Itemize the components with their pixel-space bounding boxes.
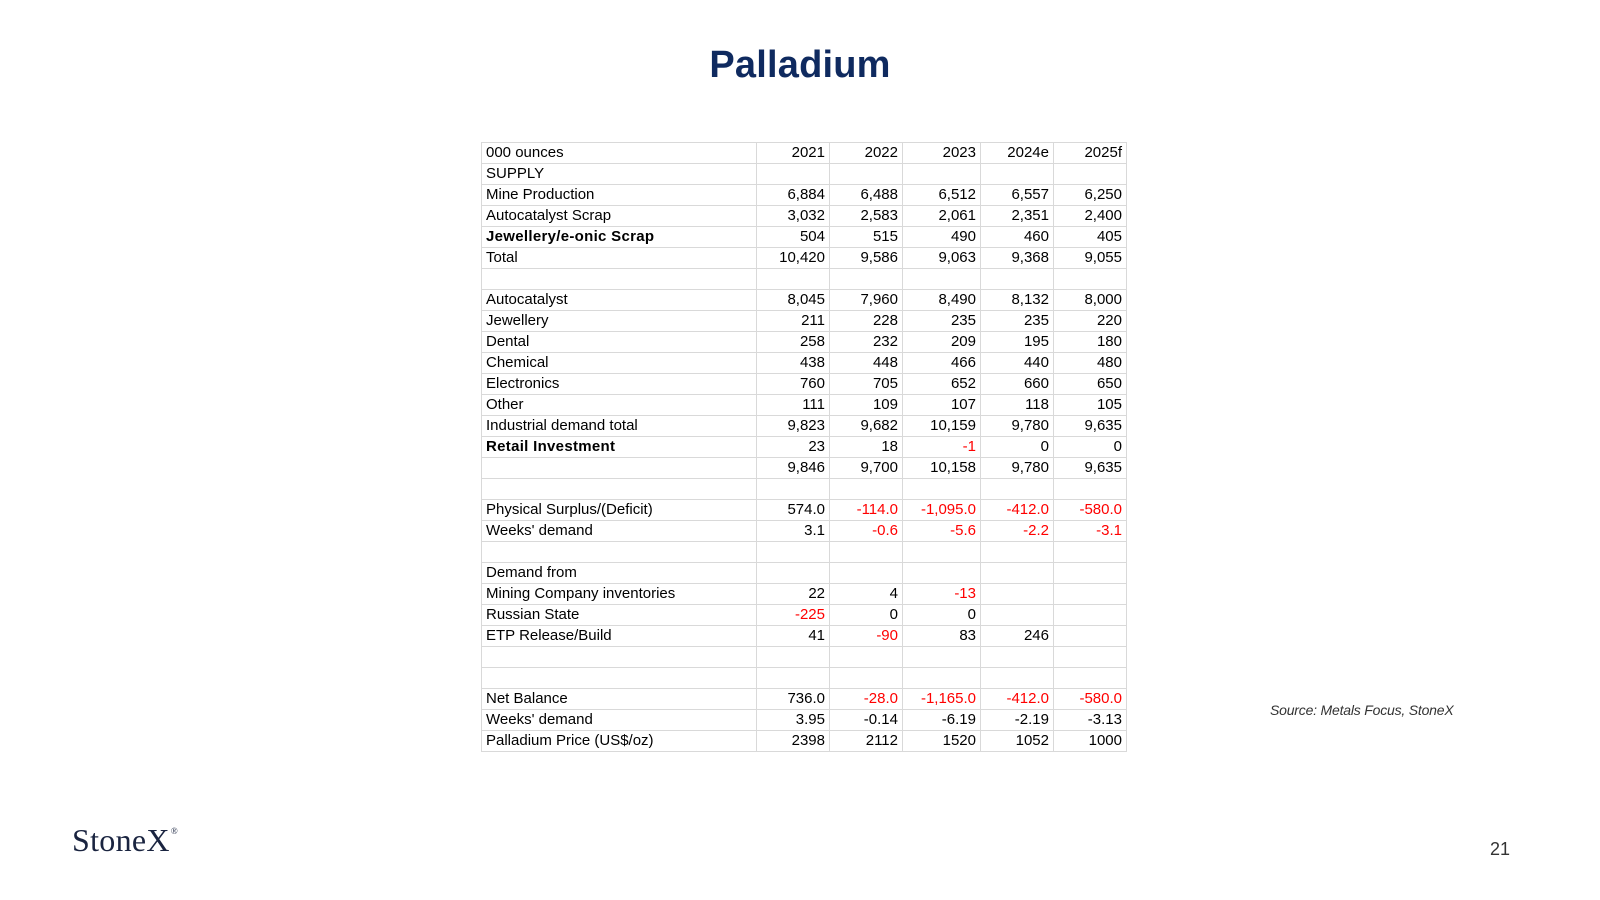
year-header-cell: 2022 (830, 143, 903, 164)
logo-text: StoneX (72, 822, 170, 858)
row-label (482, 542, 757, 563)
value-cell: 2,583 (830, 206, 903, 227)
row-label: Retail Investment (482, 437, 757, 458)
value-cell: 9,635 (1054, 458, 1127, 479)
value-cell: -0.14 (830, 710, 903, 731)
value-cell: 235 (981, 311, 1054, 332)
value-cell (1054, 164, 1127, 185)
table-row (482, 395, 1127, 416)
value-cell: 9,055 (1054, 248, 1127, 269)
value-cell: 660 (981, 374, 1054, 395)
value-cell: 228 (830, 311, 903, 332)
value-cell (981, 668, 1054, 689)
value-cell: 6,488 (830, 185, 903, 206)
value-cell: -1,095.0 (903, 500, 981, 521)
value-cell: 10,420 (757, 248, 830, 269)
value-cell: 2,400 (1054, 206, 1127, 227)
value-cell: 405 (1054, 227, 1127, 248)
value-cell: 83 (903, 626, 981, 647)
row-label (482, 479, 757, 500)
year-header-cell: 2024e (981, 143, 1054, 164)
table-row (482, 647, 1127, 668)
value-cell (903, 542, 981, 563)
value-cell: 652 (903, 374, 981, 395)
value-cell: 195 (981, 332, 1054, 353)
value-cell (903, 164, 981, 185)
value-cell (830, 668, 903, 689)
value-cell: -0.6 (830, 521, 903, 542)
value-cell: -225 (757, 605, 830, 626)
value-cell: -90 (830, 626, 903, 647)
value-cell: 0 (830, 605, 903, 626)
table-row (482, 500, 1127, 521)
table-row (482, 521, 1127, 542)
value-cell: -3.13 (1054, 710, 1127, 731)
value-cell: 232 (830, 332, 903, 353)
row-label: SUPPLY (482, 164, 757, 185)
value-cell (757, 269, 830, 290)
value-cell: 3,032 (757, 206, 830, 227)
page-number: 21 (1490, 839, 1511, 859)
row-label: Weeks' demand (482, 710, 757, 731)
value-cell: 7,960 (830, 290, 903, 311)
table-row (482, 164, 1127, 185)
value-cell: 6,512 (903, 185, 981, 206)
table-row (482, 248, 1127, 269)
value-cell (1054, 563, 1127, 584)
value-cell: 109 (830, 395, 903, 416)
value-cell: 460 (981, 227, 1054, 248)
value-cell (903, 647, 981, 668)
value-cell: 9,586 (830, 248, 903, 269)
value-cell (981, 479, 1054, 500)
table-row (482, 563, 1127, 584)
value-cell: -6.19 (903, 710, 981, 731)
value-cell: -13 (903, 584, 981, 605)
row-label: Net Balance (482, 689, 757, 710)
row-label: Jewellery/e-onic Scrap (482, 227, 757, 248)
value-cell: 9,846 (757, 458, 830, 479)
value-cell (1054, 584, 1127, 605)
value-cell (757, 164, 830, 185)
value-cell: 211 (757, 311, 830, 332)
table-row (482, 374, 1127, 395)
value-cell (903, 563, 981, 584)
table-row (482, 311, 1127, 332)
value-cell (1054, 626, 1127, 647)
row-label: 000 ounces (482, 143, 757, 164)
row-label (482, 668, 757, 689)
row-label: ETP Release/Build (482, 626, 757, 647)
value-cell: 4 (830, 584, 903, 605)
value-cell: 118 (981, 395, 1054, 416)
value-cell (1054, 647, 1127, 668)
value-cell: -2.19 (981, 710, 1054, 731)
value-cell: 705 (830, 374, 903, 395)
value-cell: 107 (903, 395, 981, 416)
row-label: Russian State (482, 605, 757, 626)
value-cell: 6,250 (1054, 185, 1127, 206)
value-cell: 736.0 (757, 689, 830, 710)
value-cell: 650 (1054, 374, 1127, 395)
table-row (482, 416, 1127, 437)
value-cell: 180 (1054, 332, 1127, 353)
table-row (482, 689, 1127, 710)
row-label: Industrial demand total (482, 416, 757, 437)
year-header-cell: 2025f (1054, 143, 1127, 164)
value-cell (830, 164, 903, 185)
value-cell (981, 647, 1054, 668)
value-cell: 480 (1054, 353, 1127, 374)
value-cell: 9,780 (981, 458, 1054, 479)
table-row (482, 185, 1127, 206)
value-cell: 1000 (1054, 731, 1127, 752)
value-cell: 8,045 (757, 290, 830, 311)
table-row (482, 710, 1127, 731)
value-cell: 23 (757, 437, 830, 458)
row-label: Jewellery (482, 311, 757, 332)
supply-demand-table (481, 142, 1127, 752)
value-cell: 111 (757, 395, 830, 416)
value-cell: -580.0 (1054, 689, 1127, 710)
table-row (482, 605, 1127, 626)
value-cell: -580.0 (1054, 500, 1127, 521)
value-cell (981, 563, 1054, 584)
page-title: Palladium (709, 44, 891, 86)
value-cell (757, 479, 830, 500)
table-row (482, 479, 1127, 500)
value-cell: 9,823 (757, 416, 830, 437)
value-cell: 574.0 (757, 500, 830, 521)
value-cell: -1 (903, 437, 981, 458)
value-cell: 41 (757, 626, 830, 647)
value-cell (830, 647, 903, 668)
table-row (482, 626, 1127, 647)
table-row (482, 458, 1127, 479)
value-cell (1054, 605, 1127, 626)
value-cell (981, 605, 1054, 626)
value-cell: 246 (981, 626, 1054, 647)
value-cell: -3.1 (1054, 521, 1127, 542)
row-label: Chemical (482, 353, 757, 374)
table-row (482, 542, 1127, 563)
value-cell: 9,682 (830, 416, 903, 437)
row-label: Autocatalyst Scrap (482, 206, 757, 227)
value-cell: 8,132 (981, 290, 1054, 311)
value-cell: -28.0 (830, 689, 903, 710)
value-cell: 504 (757, 227, 830, 248)
value-cell: -5.6 (903, 521, 981, 542)
value-cell (981, 584, 1054, 605)
value-cell: 105 (1054, 395, 1127, 416)
row-label: Weeks' demand (482, 521, 757, 542)
value-cell: -2.2 (981, 521, 1054, 542)
table-row (482, 668, 1127, 689)
value-cell: 258 (757, 332, 830, 353)
row-label (482, 647, 757, 668)
stonex-logo (72, 822, 178, 859)
table-row (482, 584, 1127, 605)
row-label: Dental (482, 332, 757, 353)
value-cell (757, 542, 830, 563)
row-label: Palladium Price (US$/oz) (482, 731, 757, 752)
value-cell: 209 (903, 332, 981, 353)
value-cell: 8,490 (903, 290, 981, 311)
value-cell: 8,000 (1054, 290, 1127, 311)
value-cell: 2,351 (981, 206, 1054, 227)
value-cell: 2398 (757, 731, 830, 752)
row-label (482, 458, 757, 479)
value-cell (981, 542, 1054, 563)
row-label: Autocatalyst (482, 290, 757, 311)
value-cell: 9,063 (903, 248, 981, 269)
value-cell (830, 563, 903, 584)
row-label: Physical Surplus/(Deficit) (482, 500, 757, 521)
value-cell: -1,165.0 (903, 689, 981, 710)
source-note: Source: Metals Focus, StoneX (1270, 702, 1454, 718)
value-cell (757, 563, 830, 584)
value-cell: 6,884 (757, 185, 830, 206)
value-cell: 2,061 (903, 206, 981, 227)
value-cell: 9,368 (981, 248, 1054, 269)
value-cell: 440 (981, 353, 1054, 374)
value-cell: 3.95 (757, 710, 830, 731)
value-cell: 22 (757, 584, 830, 605)
row-label: Total (482, 248, 757, 269)
table-row (482, 290, 1127, 311)
value-cell (903, 269, 981, 290)
value-cell (981, 164, 1054, 185)
table-row (482, 332, 1127, 353)
row-label: Electronics (482, 374, 757, 395)
table-row (482, 269, 1127, 290)
value-cell (1054, 479, 1127, 500)
value-cell: 0 (1054, 437, 1127, 458)
table-row (482, 206, 1127, 227)
row-label: Mining Company inventories (482, 584, 757, 605)
value-cell: 448 (830, 353, 903, 374)
value-cell (1054, 542, 1127, 563)
value-cell (830, 269, 903, 290)
row-label: Demand from (482, 563, 757, 584)
value-cell: 6,557 (981, 185, 1054, 206)
year-header-cell: 2023 (903, 143, 981, 164)
year-header-cell: 2021 (757, 143, 830, 164)
table-row (482, 353, 1127, 374)
table-row (482, 227, 1127, 248)
value-cell (830, 542, 903, 563)
table-row (482, 731, 1127, 752)
value-cell (981, 269, 1054, 290)
value-cell: 2112 (830, 731, 903, 752)
value-cell (757, 668, 830, 689)
value-cell: 1520 (903, 731, 981, 752)
table-header-row (482, 143, 1127, 164)
value-cell (1054, 668, 1127, 689)
registered-mark: ® (170, 826, 178, 836)
value-cell (903, 668, 981, 689)
value-cell: -412.0 (981, 500, 1054, 521)
row-label: Other (482, 395, 757, 416)
value-cell: 235 (903, 311, 981, 332)
row-label: Mine Production (482, 185, 757, 206)
value-cell: 18 (830, 437, 903, 458)
value-cell: 9,780 (981, 416, 1054, 437)
value-cell: 9,700 (830, 458, 903, 479)
value-cell: 490 (903, 227, 981, 248)
value-cell: 515 (830, 227, 903, 248)
value-cell: 0 (981, 437, 1054, 458)
value-cell: 220 (1054, 311, 1127, 332)
value-cell: 760 (757, 374, 830, 395)
table-row (482, 437, 1127, 458)
value-cell: 1052 (981, 731, 1054, 752)
value-cell (903, 479, 981, 500)
row-label (482, 269, 757, 290)
value-cell: 10,158 (903, 458, 981, 479)
value-cell (757, 647, 830, 668)
value-cell: -412.0 (981, 689, 1054, 710)
value-cell: 0 (903, 605, 981, 626)
value-cell: -114.0 (830, 500, 903, 521)
value-cell (1054, 269, 1127, 290)
value-cell: 466 (903, 353, 981, 374)
value-cell: 9,635 (1054, 416, 1127, 437)
value-cell: 10,159 (903, 416, 981, 437)
value-cell: 438 (757, 353, 830, 374)
value-cell: 3.1 (757, 521, 830, 542)
value-cell (830, 479, 903, 500)
